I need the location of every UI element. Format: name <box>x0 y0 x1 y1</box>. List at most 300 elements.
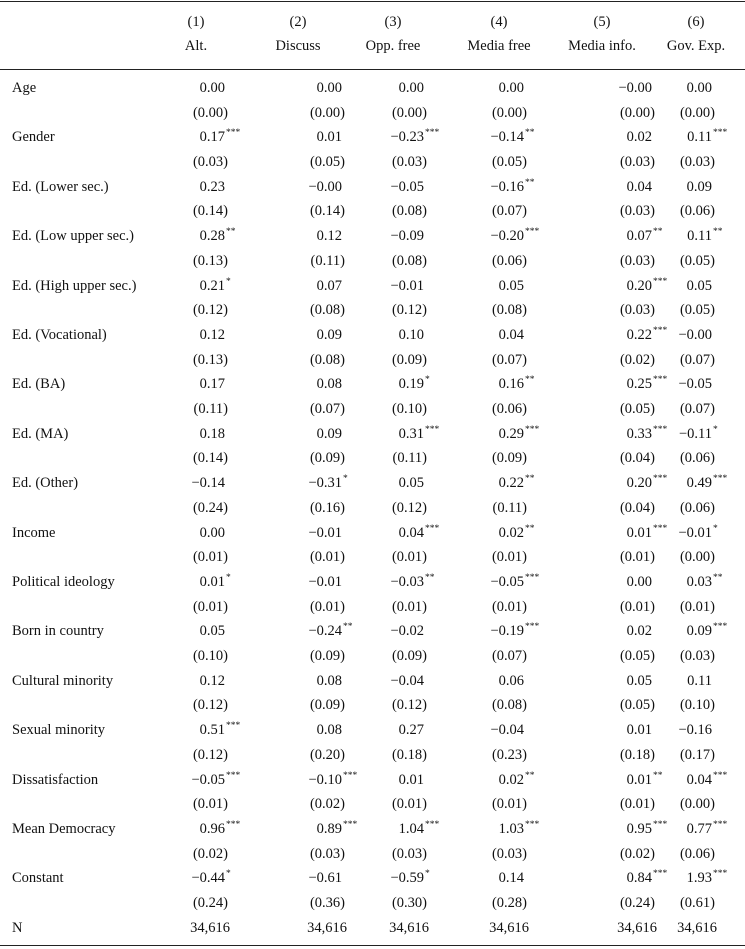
coefficient-value: 0.02 <box>498 524 524 541</box>
standard-error-cell: (0.11) <box>310 252 345 269</box>
coefficient-cell <box>687 80 712 97</box>
standard-error-cell: (0.11) <box>392 450 427 467</box>
coefficient-cell <box>618 80 652 97</box>
coefficient-value: −0.05 <box>678 376 712 393</box>
standard-error-cell: (0.03) <box>491 845 527 862</box>
significance-stars: *** <box>226 770 241 781</box>
coefficient-cell <box>498 375 535 393</box>
coefficient-cell <box>316 820 358 838</box>
standard-error-cell: (0.14) <box>192 450 228 467</box>
significance-stars: *** <box>653 820 668 830</box>
coefficient-cell <box>499 278 524 295</box>
coefficient-value: 0.23 <box>199 178 225 195</box>
coefficient-value: 0.14 <box>498 870 524 887</box>
standard-error-cell: (0.08) <box>491 697 527 714</box>
coefficient-value: 0.29 <box>498 425 524 442</box>
standard-error-cell: (0.00) <box>309 104 345 121</box>
standard-error-cell: (0.09) <box>391 647 427 664</box>
coefficient-cell <box>191 770 241 789</box>
significance-stars: *** <box>713 770 728 781</box>
coefficient-cell <box>390 128 440 146</box>
coefficient-value: 0.21 <box>199 277 225 294</box>
coefficient-cell <box>686 869 728 887</box>
standard-error-cell: (0.01) <box>619 796 655 813</box>
standard-error-cell: (0.61) <box>679 894 715 911</box>
row-label: Dissatisfaction <box>12 771 99 788</box>
coefficient-value: −0.02 <box>390 623 424 640</box>
significance-stars: *** <box>525 227 540 238</box>
column-number: (2) <box>289 14 307 30</box>
column-header: Opp. free <box>365 38 421 54</box>
standard-error-cell: (0.24) <box>619 894 655 911</box>
standard-error-cell: (0.06) <box>679 845 715 862</box>
standard-error-cell: (0.09) <box>391 351 427 368</box>
coefficient-value: 0.11 <box>687 129 712 146</box>
coefficient-value: −0.31 <box>308 475 342 492</box>
coefficient-cell <box>308 622 353 640</box>
significance-stars: *** <box>713 128 728 139</box>
standard-error-cell: (0.16) <box>309 499 345 516</box>
coefficient-value: 0.05 <box>398 475 424 492</box>
standard-error-cell: (0.24) <box>192 499 228 516</box>
coefficient-value: −0.16 <box>678 722 712 739</box>
standard-error-cell: (0.28) <box>491 894 527 911</box>
observations-cell: 34,616 <box>677 919 717 936</box>
coefficient-cell <box>200 327 225 344</box>
coefficient-cell <box>626 375 668 393</box>
coefficient-cell <box>200 376 225 393</box>
significance-stars: ** <box>525 128 535 139</box>
standard-error-cell: (0.07) <box>679 400 715 417</box>
coefficient-value: 0.10 <box>398 327 424 343</box>
standard-error-cell: (0.01) <box>192 796 228 813</box>
row-label: Cultural minority <box>12 672 114 689</box>
row-label: Gender <box>12 129 55 146</box>
coefficient-cell <box>490 128 535 146</box>
standard-error-cell: (0.08) <box>391 203 427 220</box>
significance-stars: * <box>713 424 718 435</box>
significance-stars: *** <box>226 820 241 830</box>
coefficient-value: 0.01 <box>199 574 225 590</box>
row-label: Ed. (Other) <box>12 475 79 492</box>
coefficient-value: 0.33 <box>626 425 652 442</box>
significance-stars: *** <box>713 474 728 485</box>
coefficient-cell <box>317 80 342 97</box>
standard-error-cell: (0.06) <box>491 252 527 269</box>
coefficient-value: −0.05 <box>490 574 524 590</box>
coefficient-value: −0.20 <box>490 228 524 245</box>
standard-error-cell: (0.08) <box>491 302 527 319</box>
standard-error-cell: (0.01) <box>619 598 655 615</box>
standard-error-cell: (0.06) <box>491 400 527 417</box>
coefficient-cell <box>627 129 652 146</box>
coefficient-value: 0.05 <box>498 277 524 294</box>
coefficient-value: 0.12 <box>316 228 342 245</box>
standard-error-cell: (0.13) <box>192 351 228 368</box>
column-header: Alt. <box>184 38 208 54</box>
coefficient-value: 0.04 <box>498 327 524 343</box>
column-header: Media info. <box>568 38 636 54</box>
coefficient-value: 0.49 <box>686 475 712 492</box>
row-label: Ed. (Vocational) <box>12 327 107 343</box>
coefficient-value: 0.17 <box>199 129 225 146</box>
coefficient-value: −0.11 <box>678 425 712 442</box>
column-number: (3) <box>384 14 402 30</box>
coefficient-cell <box>686 573 723 591</box>
coefficient-cell <box>191 869 231 887</box>
coefficient-cell <box>498 424 540 443</box>
coefficient-cell <box>626 326 668 344</box>
standard-error-cell: (0.01) <box>491 796 527 813</box>
coefficient-cell <box>498 523 535 542</box>
standard-error-cell: (0.10) <box>192 647 228 664</box>
significance-stars: *** <box>653 869 668 880</box>
coefficient-value: 0.00 <box>686 80 712 96</box>
coefficient-value: 0.00 <box>498 80 524 96</box>
coefficient-value: −0.04 <box>490 722 524 739</box>
coefficient-value: 0.12 <box>199 327 225 343</box>
coefficient-value: 0.77 <box>686 821 712 837</box>
row-label: Born in country <box>12 623 104 640</box>
table-top-rule <box>0 1 745 2</box>
standard-error-cell: (0.01) <box>391 598 427 615</box>
coefficient-value: 1.04 <box>398 821 424 837</box>
coefficient-cell <box>687 673 712 690</box>
coefficient-cell <box>390 573 435 591</box>
coefficient-cell <box>317 376 342 393</box>
coefficient-value: 0.03 <box>686 574 712 590</box>
coefficient-value: 0.02 <box>498 771 524 788</box>
standard-error-cell: (0.00) <box>679 796 715 813</box>
row-label: Age <box>12 80 37 96</box>
coefficient-value: −0.00 <box>618 80 652 96</box>
standard-error-cell: (0.12) <box>391 499 427 516</box>
coefficient-cell <box>626 474 668 492</box>
significance-stars: * <box>713 523 718 534</box>
coefficient-cell <box>490 722 524 739</box>
coefficient-cell <box>686 770 728 789</box>
significance-stars: *** <box>653 375 668 386</box>
standard-error-cell: (0.12) <box>391 697 427 714</box>
coefficient-cell <box>317 722 342 739</box>
coefficient-cell <box>200 426 225 443</box>
row-label: Ed. (BA) <box>12 376 66 393</box>
coefficient-value: −0.01 <box>390 277 424 294</box>
significance-stars: *** <box>525 820 540 830</box>
standard-error-cell: (0.06) <box>679 450 715 467</box>
significance-stars: ** <box>525 177 535 188</box>
significance-stars: ** <box>525 474 535 485</box>
coefficient-value: 0.12 <box>199 672 225 689</box>
column-number: (6) <box>687 14 705 30</box>
coefficient-value: 0.08 <box>316 672 342 689</box>
coefficient-cell <box>499 673 524 690</box>
row-label: Mean Democracy <box>12 821 116 837</box>
standard-error-cell: (0.14) <box>192 203 228 220</box>
coefficient-value: −0.03 <box>390 574 424 590</box>
significance-stars: *** <box>226 128 241 139</box>
coefficient-value: −0.00 <box>678 327 712 343</box>
coefficient-cell <box>498 820 540 838</box>
coefficient-value: −0.23 <box>390 129 424 146</box>
coefficient-cell <box>399 327 424 344</box>
coefficient-value: 0.89 <box>316 821 342 837</box>
coefficient-cell <box>687 128 728 146</box>
coefficient-cell <box>626 276 668 295</box>
coefficient-value: −0.24 <box>308 623 342 640</box>
standard-error-cell: (0.12) <box>192 746 228 763</box>
standard-error-cell: (0.03) <box>679 647 715 664</box>
standard-error-cell: (0.00) <box>679 104 715 121</box>
coefficient-cell <box>308 525 342 542</box>
column-header: Gov. Exp. <box>666 38 726 54</box>
coefficient-cell <box>687 227 723 245</box>
standard-error-cell: (0.03) <box>619 153 655 170</box>
coefficient-value: 0.01 <box>626 771 652 788</box>
coefficient-value: 0.20 <box>626 277 652 294</box>
standard-error-cell: (0.06) <box>679 203 715 220</box>
standard-error-cell: (0.07) <box>309 400 345 417</box>
coefficient-value: 0.20 <box>626 475 652 492</box>
standard-error-cell: (0.20) <box>309 746 345 763</box>
coefficient-cell <box>308 179 342 196</box>
coefficient-cell <box>390 623 424 640</box>
coefficient-cell <box>399 772 424 789</box>
significance-stars: *** <box>226 721 241 732</box>
coefficient-cell <box>317 228 342 245</box>
coefficient-value: 0.22 <box>498 475 524 492</box>
coefficient-value: 0.22 <box>626 327 652 343</box>
standard-error-cell: (0.10) <box>391 400 427 417</box>
significance-stars: * <box>226 573 231 583</box>
coefficient-value: −0.10 <box>308 771 342 788</box>
coefficient-cell <box>627 673 652 690</box>
standard-error-cell: (0.06) <box>679 499 715 516</box>
standard-error-cell: (0.03) <box>192 153 228 170</box>
significance-stars: *** <box>653 276 668 287</box>
coefficient-value: 0.28 <box>199 228 225 245</box>
coefficient-value: 0.84 <box>626 870 652 887</box>
coefficient-value: 0.09 <box>686 178 712 195</box>
coefficient-cell <box>678 376 712 393</box>
coefficient-cell <box>627 722 652 739</box>
coefficient-value: 0.19 <box>398 376 424 393</box>
coefficient-cell <box>308 474 348 492</box>
significance-stars: ** <box>226 227 236 238</box>
row-label: Constant <box>12 870 64 887</box>
coefficient-value: −0.19 <box>490 623 524 640</box>
standard-error-cell: (0.01) <box>491 549 527 566</box>
significance-stars: ** <box>525 375 535 386</box>
coefficient-cell <box>398 820 440 838</box>
standard-error-cell: (0.01) <box>192 598 228 615</box>
significance-stars: *** <box>713 869 728 880</box>
coefficient-value: −0.14 <box>191 475 225 492</box>
coefficient-cell <box>490 622 540 640</box>
column-number: (1) <box>187 14 205 30</box>
coefficient-value: 0.04 <box>626 178 652 195</box>
significance-stars: *** <box>425 523 440 534</box>
coefficient-cell <box>678 722 712 739</box>
significance-stars: *** <box>525 424 540 435</box>
table-bottom-rule <box>0 945 745 946</box>
significance-stars: *** <box>525 573 540 583</box>
coefficient-value: 0.95 <box>626 821 652 837</box>
standard-error-cell: (0.08) <box>309 351 345 368</box>
standard-error-cell: (0.00) <box>679 549 715 566</box>
standard-error-cell: (0.05) <box>619 647 655 664</box>
coefficient-value: −0.01 <box>308 574 342 590</box>
coefficient-value: −0.01 <box>678 524 712 541</box>
standard-error-cell: (0.02) <box>192 845 228 862</box>
standard-error-cell: (0.00) <box>619 104 655 121</box>
coefficient-value: −0.05 <box>191 771 225 788</box>
coefficient-value: 1.93 <box>686 870 712 887</box>
standard-error-cell: (0.07) <box>491 203 527 220</box>
standard-error-cell: (0.18) <box>391 746 427 763</box>
standard-error-cell: (0.18) <box>619 746 655 763</box>
significance-stars: *** <box>525 622 540 633</box>
coefficient-value: 0.00 <box>626 574 652 590</box>
standard-error-cell: (0.17) <box>679 746 715 763</box>
coefficient-value: 0.09 <box>686 623 712 640</box>
standard-error-cell: (0.00) <box>192 104 228 121</box>
coefficient-cell <box>200 179 225 196</box>
coefficient-cell <box>317 278 342 295</box>
standard-error-cell: (0.05) <box>679 302 715 319</box>
coefficient-value: −0.04 <box>390 672 424 689</box>
coefficient-cell <box>199 721 241 739</box>
significance-stars: ** <box>525 770 535 781</box>
coefficient-value: 0.07 <box>626 228 652 245</box>
coefficient-value: 0.07 <box>316 277 342 294</box>
significance-stars: *** <box>343 770 358 781</box>
coefficient-value: 0.02 <box>626 623 652 640</box>
observations-cell: 34,616 <box>389 919 429 936</box>
coefficient-cell <box>200 525 225 542</box>
coefficient-value: 0.11 <box>687 228 712 245</box>
standard-error-cell: (0.07) <box>679 351 715 368</box>
row-label: Sexual minority <box>12 722 106 739</box>
coefficient-value: 0.00 <box>199 80 225 96</box>
standard-error-cell: (0.08) <box>391 252 427 269</box>
standard-error-cell: (0.03) <box>391 153 427 170</box>
significance-stars: *** <box>425 128 440 139</box>
row-label: Ed. (High upper sec.) <box>12 277 137 294</box>
coefficient-value: −0.44 <box>191 870 225 887</box>
coefficient-cell <box>499 80 524 97</box>
standard-error-cell: (0.02) <box>619 351 655 368</box>
coefficient-value: 0.02 <box>626 129 652 146</box>
significance-stars: * <box>226 869 231 880</box>
coefficient-value: 0.04 <box>686 771 712 788</box>
coefficient-cell <box>399 722 424 739</box>
standard-error-cell: (0.03) <box>619 302 655 319</box>
coefficient-value: 0.00 <box>316 80 342 96</box>
coefficient-cell <box>398 523 440 542</box>
coefficient-cell <box>490 177 535 196</box>
significance-stars: *** <box>653 424 668 435</box>
coefficient-cell <box>678 523 718 542</box>
standard-error-cell: (0.09) <box>309 697 345 714</box>
standard-error-cell: (0.03) <box>309 845 345 862</box>
coefficient-value: 0.04 <box>398 524 424 541</box>
standard-error-cell: (0.01) <box>391 549 427 566</box>
standard-error-cell: (0.03) <box>679 153 715 170</box>
coefficient-cell <box>490 573 540 591</box>
significance-stars: ** <box>343 622 353 633</box>
observations-cell: 34,616 <box>489 919 529 936</box>
row-label: Political ideology <box>12 574 115 590</box>
standard-error-cell: (0.12) <box>192 697 228 714</box>
coefficient-value: 0.05 <box>626 672 652 689</box>
standard-error-cell: (0.05) <box>619 400 655 417</box>
significance-stars: ** <box>525 523 535 534</box>
standard-error-cell: (0.01) <box>491 598 527 615</box>
coefficient-value: −0.00 <box>308 178 342 195</box>
coefficient-value: 0.06 <box>498 672 524 689</box>
standard-error-cell: (0.11) <box>193 400 228 417</box>
row-label-n: N <box>12 919 23 936</box>
coefficient-value: 0.96 <box>199 821 225 837</box>
coefficient-value: −0.14 <box>490 129 524 146</box>
significance-stars: *** <box>713 622 728 633</box>
coefficient-value: 1.03 <box>498 821 524 837</box>
coefficient-cell <box>317 129 342 146</box>
significance-stars: * <box>425 375 430 386</box>
coefficient-value: 0.01 <box>398 771 424 788</box>
coefficient-cell <box>626 820 668 838</box>
significance-stars: *** <box>343 820 358 830</box>
significance-stars: * <box>226 276 231 287</box>
coefficient-value: 0.25 <box>626 376 652 393</box>
coefficient-cell <box>199 820 241 838</box>
standard-error-cell: (0.30) <box>391 894 427 911</box>
coefficient-value: −0.61 <box>308 870 342 887</box>
coefficient-cell <box>398 424 440 443</box>
standard-error-cell: (0.03) <box>619 252 655 269</box>
coefficient-cell <box>626 227 663 245</box>
significance-stars: ** <box>653 227 663 238</box>
coefficient-value: 0.08 <box>316 376 342 393</box>
standard-error-cell: (0.01) <box>391 796 427 813</box>
standard-error-cell: (0.05) <box>491 153 527 170</box>
coefficient-value: 0.11 <box>687 672 712 689</box>
coefficient-cell <box>399 475 424 492</box>
standard-error-cell: (0.12) <box>391 302 427 319</box>
coefficient-cell <box>199 573 231 591</box>
standard-error-cell: (0.07) <box>491 647 527 664</box>
coefficient-cell <box>499 870 524 887</box>
standard-error-cell: (0.05) <box>309 153 345 170</box>
standard-error-cell: (0.03) <box>391 845 427 862</box>
coefficient-cell <box>678 424 718 443</box>
coefficient-cell <box>398 375 430 393</box>
standard-error-cell: (0.00) <box>491 104 527 121</box>
significance-stars: *** <box>653 326 668 336</box>
standard-error-cell: (0.04) <box>619 450 655 467</box>
coefficient-cell <box>200 623 225 640</box>
coefficient-cell <box>686 622 728 640</box>
row-label: Ed. (Low upper sec.) <box>12 228 134 245</box>
coefficient-cell <box>317 673 342 690</box>
coefficient-cell <box>626 424 668 443</box>
significance-stars: ** <box>425 573 435 583</box>
standard-error-cell: (0.02) <box>619 845 655 862</box>
observations-cell: 34,616 <box>617 919 657 936</box>
coefficient-cell <box>490 227 540 245</box>
coefficient-cell <box>686 820 728 838</box>
